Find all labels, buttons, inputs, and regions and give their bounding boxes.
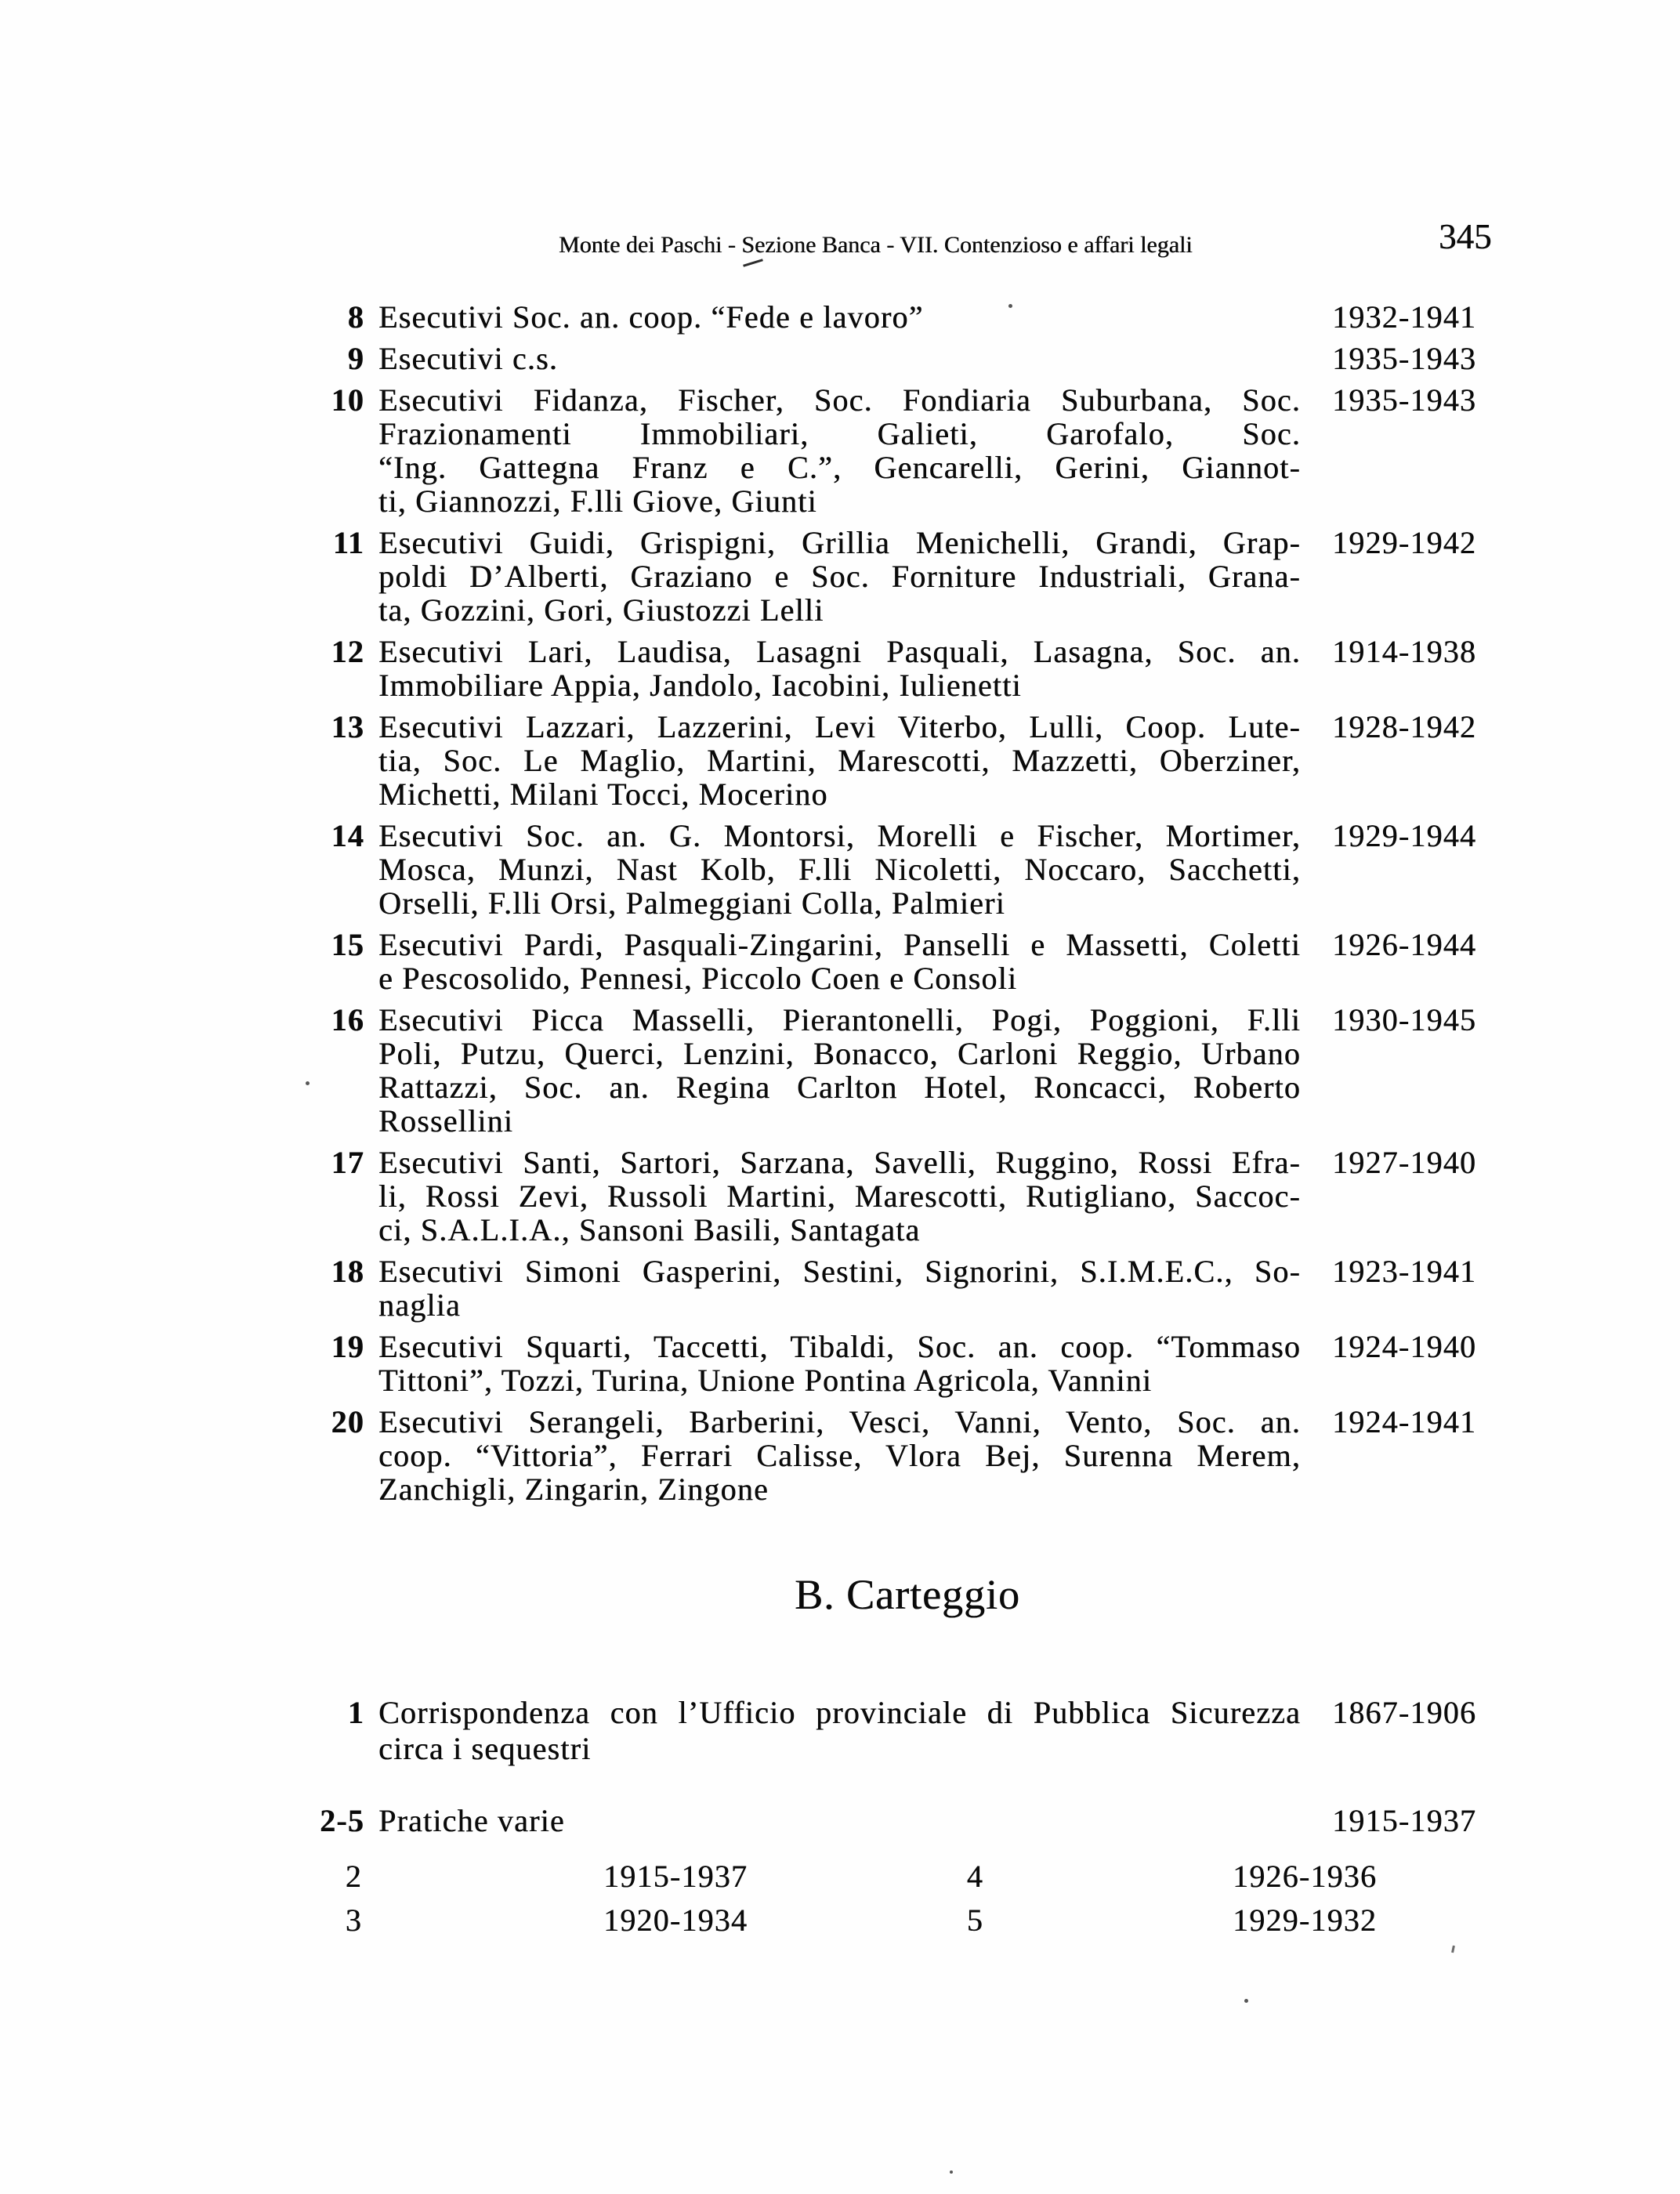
entry-line: Corrispondenza con l’Ufficio provinciale di Pubblica Sicurezza [378,1695,1301,1730]
entry-line: Esecutivi Soc. an. G. Montorsi, Morelli e Fischer, Mortimer, [378,818,1301,853]
entry-line: Esecutivi Picca Masselli, Pierantonelli, Pogi, Poggioni, F.lli [378,1002,1301,1037]
entry-line: coop. “Vittoria”, Ferrari Calisse, Vlora Bej, Surenna Merem, [378,1438,1301,1473]
entry-line: Esecutivi Simoni Gasperini, Sestini, Signorini, S.I.M.E.C., So- [378,1254,1301,1289]
entry-line: Poli, Putzu, Querci, Lenzini, Bonacco, Carloni Reggio, Urbano [378,1036,1301,1071]
entry-dates: 1927-1940 [1332,1145,1477,1180]
entry-description [378,635,1301,702]
entry-description [378,383,1301,518]
entry-dates: 1935-1943 [1332,341,1477,376]
carteggio-sub-entries-table [0,1859,1536,1946]
entry-line: Esecutivi Pardi, Pasquali-Zingarini, Panselli e Massetti, Coletti [378,927,1301,962]
sub-entry-row [0,1859,1536,1903]
entry-number: 1 [347,1695,364,1730]
entry-description [378,710,1301,811]
scan-artifact [1244,1999,1248,2003]
inventory-entry [0,1803,1536,1839]
entry-dates: 1914-1938 [1332,634,1477,669]
scan-artifact [743,259,763,266]
inventory-entry [0,635,1536,702]
entry-line: Immobiliare Appia, Jandolo, Iacobini, Iulienetti [378,668,1022,703]
entry-description [378,300,1301,334]
entry-dates: 1929-1942 [1332,525,1477,560]
entry-dates: 1926-1944 [1332,927,1477,962]
entry-description [378,819,1301,920]
sub-entry-number: 3 [345,1903,362,1938]
entry-line: ci, S.A.L.I.A., Sansoni Basili, Santagata [378,1212,921,1247]
entry-dates: 1932-1941 [1332,299,1477,335]
entry-description [378,1330,1301,1397]
entry-number: 10 [331,382,364,418]
entry-line: Esecutivi Serangeli, Barberini, Vesci, Vanni, Vento, Soc. an. [378,1404,1301,1439]
inventory-entry [0,1003,1536,1138]
inventory-entry [0,300,1536,334]
inventory-entry [0,819,1536,920]
esecutivi-entry-list [0,300,1536,1514]
entry-line: Orselli, F.lli Orsi, Palmeggiani Colla, Palmieri [378,885,1005,921]
scan-artifact [950,2170,953,2174]
inventory-entry [0,1146,1536,1247]
sub-entry-dates: 1915-1937 [603,1859,748,1894]
entry-description [378,928,1301,995]
entry-dates: 1928-1942 [1332,709,1477,744]
entry-line: ti, Giannozzi, F.lli Giove, Giunti [378,483,817,519]
entry-number: 9 [347,341,364,376]
entry-dates: 1930-1945 [1332,1002,1477,1037]
entry-number: 14 [331,818,364,853]
entry-number: 13 [331,709,364,744]
entry-number: 16 [331,1002,364,1037]
inventory-entry [0,710,1536,811]
sub-entry-dates: 1926-1936 [1233,1859,1378,1894]
entry-line: naglia [378,1287,461,1323]
sub-entry-dates: 1920-1934 [603,1903,748,1938]
entry-description [378,1803,1301,1839]
entry-line: Esecutivi Fidanza, Fischer, Soc. Fondiaria Suburbana, Soc. [378,382,1301,418]
inventory-entry [0,1695,1536,1767]
page-number: 345 [1439,217,1492,256]
entry-line: Mosca, Munzi, Nast Kolb, F.lli Nicoletti, Noccaro, Sacchetti, [378,852,1301,887]
inventory-entry [0,928,1536,995]
inventory-entry [0,1330,1536,1397]
entry-line: tia, Soc. Le Maglio, Martini, Marescotti, Mazzetti, Oberziner, [378,743,1301,778]
entry-description [378,1146,1301,1247]
entry-number: 15 [331,927,364,962]
entry-line: Esecutivi Guidi, Grispigni, Grillia Menichelli, Grandi, Grap- [378,525,1301,560]
inventory-entry [0,342,1536,375]
entry-line: li, Rossi Zevi, Russoli Martini, Marescotti, Rutigliano, Saccoc- [378,1178,1301,1214]
entry-line: Esecutivi Santi, Sartori, Sarzana, Savelli, Ruggino, Rossi Efra- [378,1145,1301,1180]
entry-line: Pratiche varie [378,1803,565,1838]
entry-description [378,526,1301,627]
sub-entry-number: 5 [966,1903,983,1938]
entry-number: 17 [331,1145,364,1180]
entry-number: 18 [331,1254,364,1289]
entry-line: Michetti, Milani Tocci, Mocerino [378,777,828,812]
carteggio-entry-list [0,1695,1536,1847]
entry-dates: 1924-1941 [1332,1404,1477,1439]
entry-number: 12 [331,634,364,669]
entry-dates: 1924-1940 [1332,1329,1477,1364]
scan-artifact [1451,1946,1455,1953]
entry-line: e Pescosolido, Pennesi, Piccolo Coen e Consoli [378,961,1018,996]
entry-line: Rattazzi, Soc. an. Regina Carlton Hotel, Roncacci, Roberto [378,1070,1301,1105]
entry-line: “Ing. Gattegna Franz e C.”, Gencarelli, Gerini, Giannot- [378,450,1301,485]
entry-number: 11 [332,525,364,560]
entry-dates: 1867-1906 [1332,1695,1477,1730]
entry-number: 19 [331,1329,364,1364]
entry-description [378,1254,1301,1322]
entry-number: 20 [331,1404,364,1439]
entry-line: Rossellini [378,1103,514,1139]
entry-line: ta, Gozzini, Gori, Giustozzi Lelli [378,592,824,628]
entry-dates: 1935-1943 [1332,382,1477,418]
inventory-entry [0,1405,1536,1506]
sub-entry-dates: 1929-1932 [1233,1903,1378,1938]
entry-number: 2-5 [320,1803,364,1838]
entry-line: Esecutivi c.s. [378,341,558,376]
entry-dates: 1929-1944 [1332,818,1477,853]
sub-entry-row [0,1903,1536,1946]
entry-line: poldi D’Alberti, Graziano e Soc. Forniture Industriali, Grana- [378,559,1301,594]
entry-description [378,1695,1301,1767]
running-head-title: Monte dei Paschi - Sezione Banca - VII. Contenzioso e affari legali [559,232,1193,258]
entry-line: Esecutivi Lari, Laudisa, Lasagni Pasquali, Lasagna, Soc. an. [378,634,1301,669]
inventory-entry [0,526,1536,627]
entry-line: Zanchigli, Zingarin, Zingone [378,1472,769,1507]
sub-entry-number: 2 [345,1859,362,1894]
entry-number: 8 [347,299,364,335]
inventory-entry [0,1254,1536,1322]
entry-line: Esecutivi Lazzari, Lazzerini, Levi Viterbo, Lulli, Coop. Lute- [378,709,1301,744]
entry-line: Esecutivi Squarti, Taccetti, Tibaldi, Soc. an. coop. “Tommaso [378,1329,1301,1364]
entry-dates: 1915-1937 [1332,1803,1477,1838]
entry-line: circa i sequestri [378,1731,592,1766]
entry-line: Tittoni”, Tozzi, Turina, Unione Pontina Agricola, Vannini [378,1363,1153,1398]
section-heading-carteggio: B. Carteggio [795,1571,1020,1618]
entry-description [378,1003,1301,1138]
entry-line: Frazionamenti Immobiliari, Galieti, Garofalo, Soc. [378,416,1301,451]
entry-dates: 1923-1941 [1332,1254,1477,1289]
inventory-entry [0,383,1536,518]
entry-line: Esecutivi Soc. an. coop. “Fede e lavoro” [378,299,924,335]
sub-entry-number: 4 [966,1859,983,1894]
entry-description [378,342,1301,375]
entry-description [378,1405,1301,1506]
